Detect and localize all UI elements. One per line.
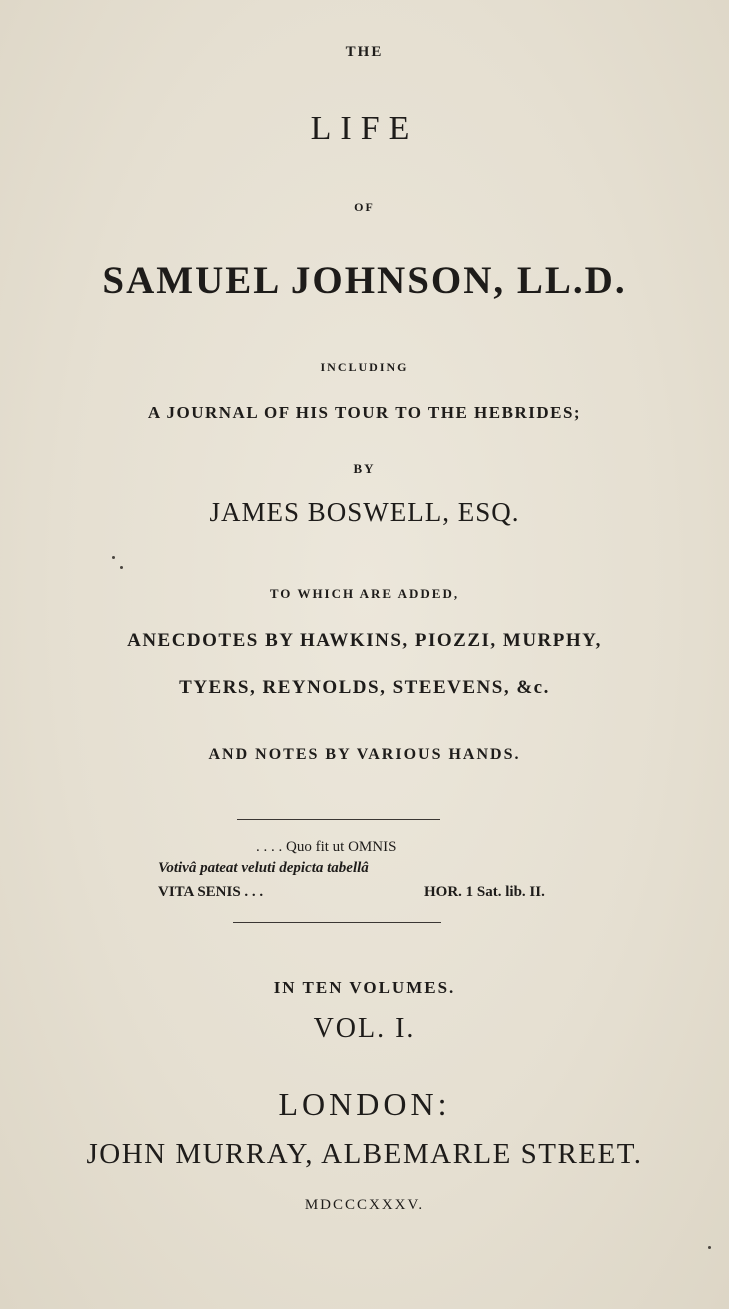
subject-name: SAMUEL JOHNSON, LL.D.	[102, 259, 627, 302]
year-line: MDCCCXXXV.	[304, 1197, 425, 1213]
paper-speck	[112, 556, 115, 559]
journal-line: A JOURNAL OF HIS TOUR TO THE HEBRIDES;	[147, 403, 582, 422]
notes-line: AND NOTES BY VARIOUS HANDS.	[208, 746, 521, 763]
title-the: THE	[345, 44, 384, 60]
volume-number: VOL. I.	[313, 1013, 416, 1044]
epigraph-line-2: Votivâ pateat veluti depicta tabellâ	[158, 860, 369, 876]
epigraph-line-3-left: VITA SENIS . . .	[158, 884, 264, 900]
paper-speck	[708, 1246, 711, 1249]
title-of: OF	[354, 200, 375, 214]
volumes-line: IN TEN VOLUMES.	[273, 978, 456, 997]
title-life: LIFE	[310, 110, 419, 147]
anecdotes-line-1: ANECDOTES BY HAWKINS, PIOZZI, MURPHY,	[127, 630, 602, 651]
city-line: LONDON:	[278, 1086, 451, 1122]
including-label: INCLUDING	[320, 360, 409, 374]
epigraph-top-rule	[237, 819, 440, 820]
paper-speck	[120, 566, 123, 569]
epigraph-bottom-rule	[233, 922, 441, 923]
added-label: TO WHICH ARE ADDED,	[269, 586, 460, 601]
author-name: JAMES BOSWELL, ESQ.	[209, 497, 520, 527]
anecdotes-line-2: TYERS, REYNOLDS, STEEVENS, &c.	[179, 677, 550, 698]
epigraph-line-1: . . . . Quo fit ut OMNIS	[256, 839, 397, 855]
epigraph-citation: HOR. 1 Sat. lib. II.	[424, 884, 545, 900]
by-label: BY	[353, 461, 376, 476]
publisher-line: JOHN MURRAY, ALBEMARLE STREET.	[86, 1138, 643, 1170]
